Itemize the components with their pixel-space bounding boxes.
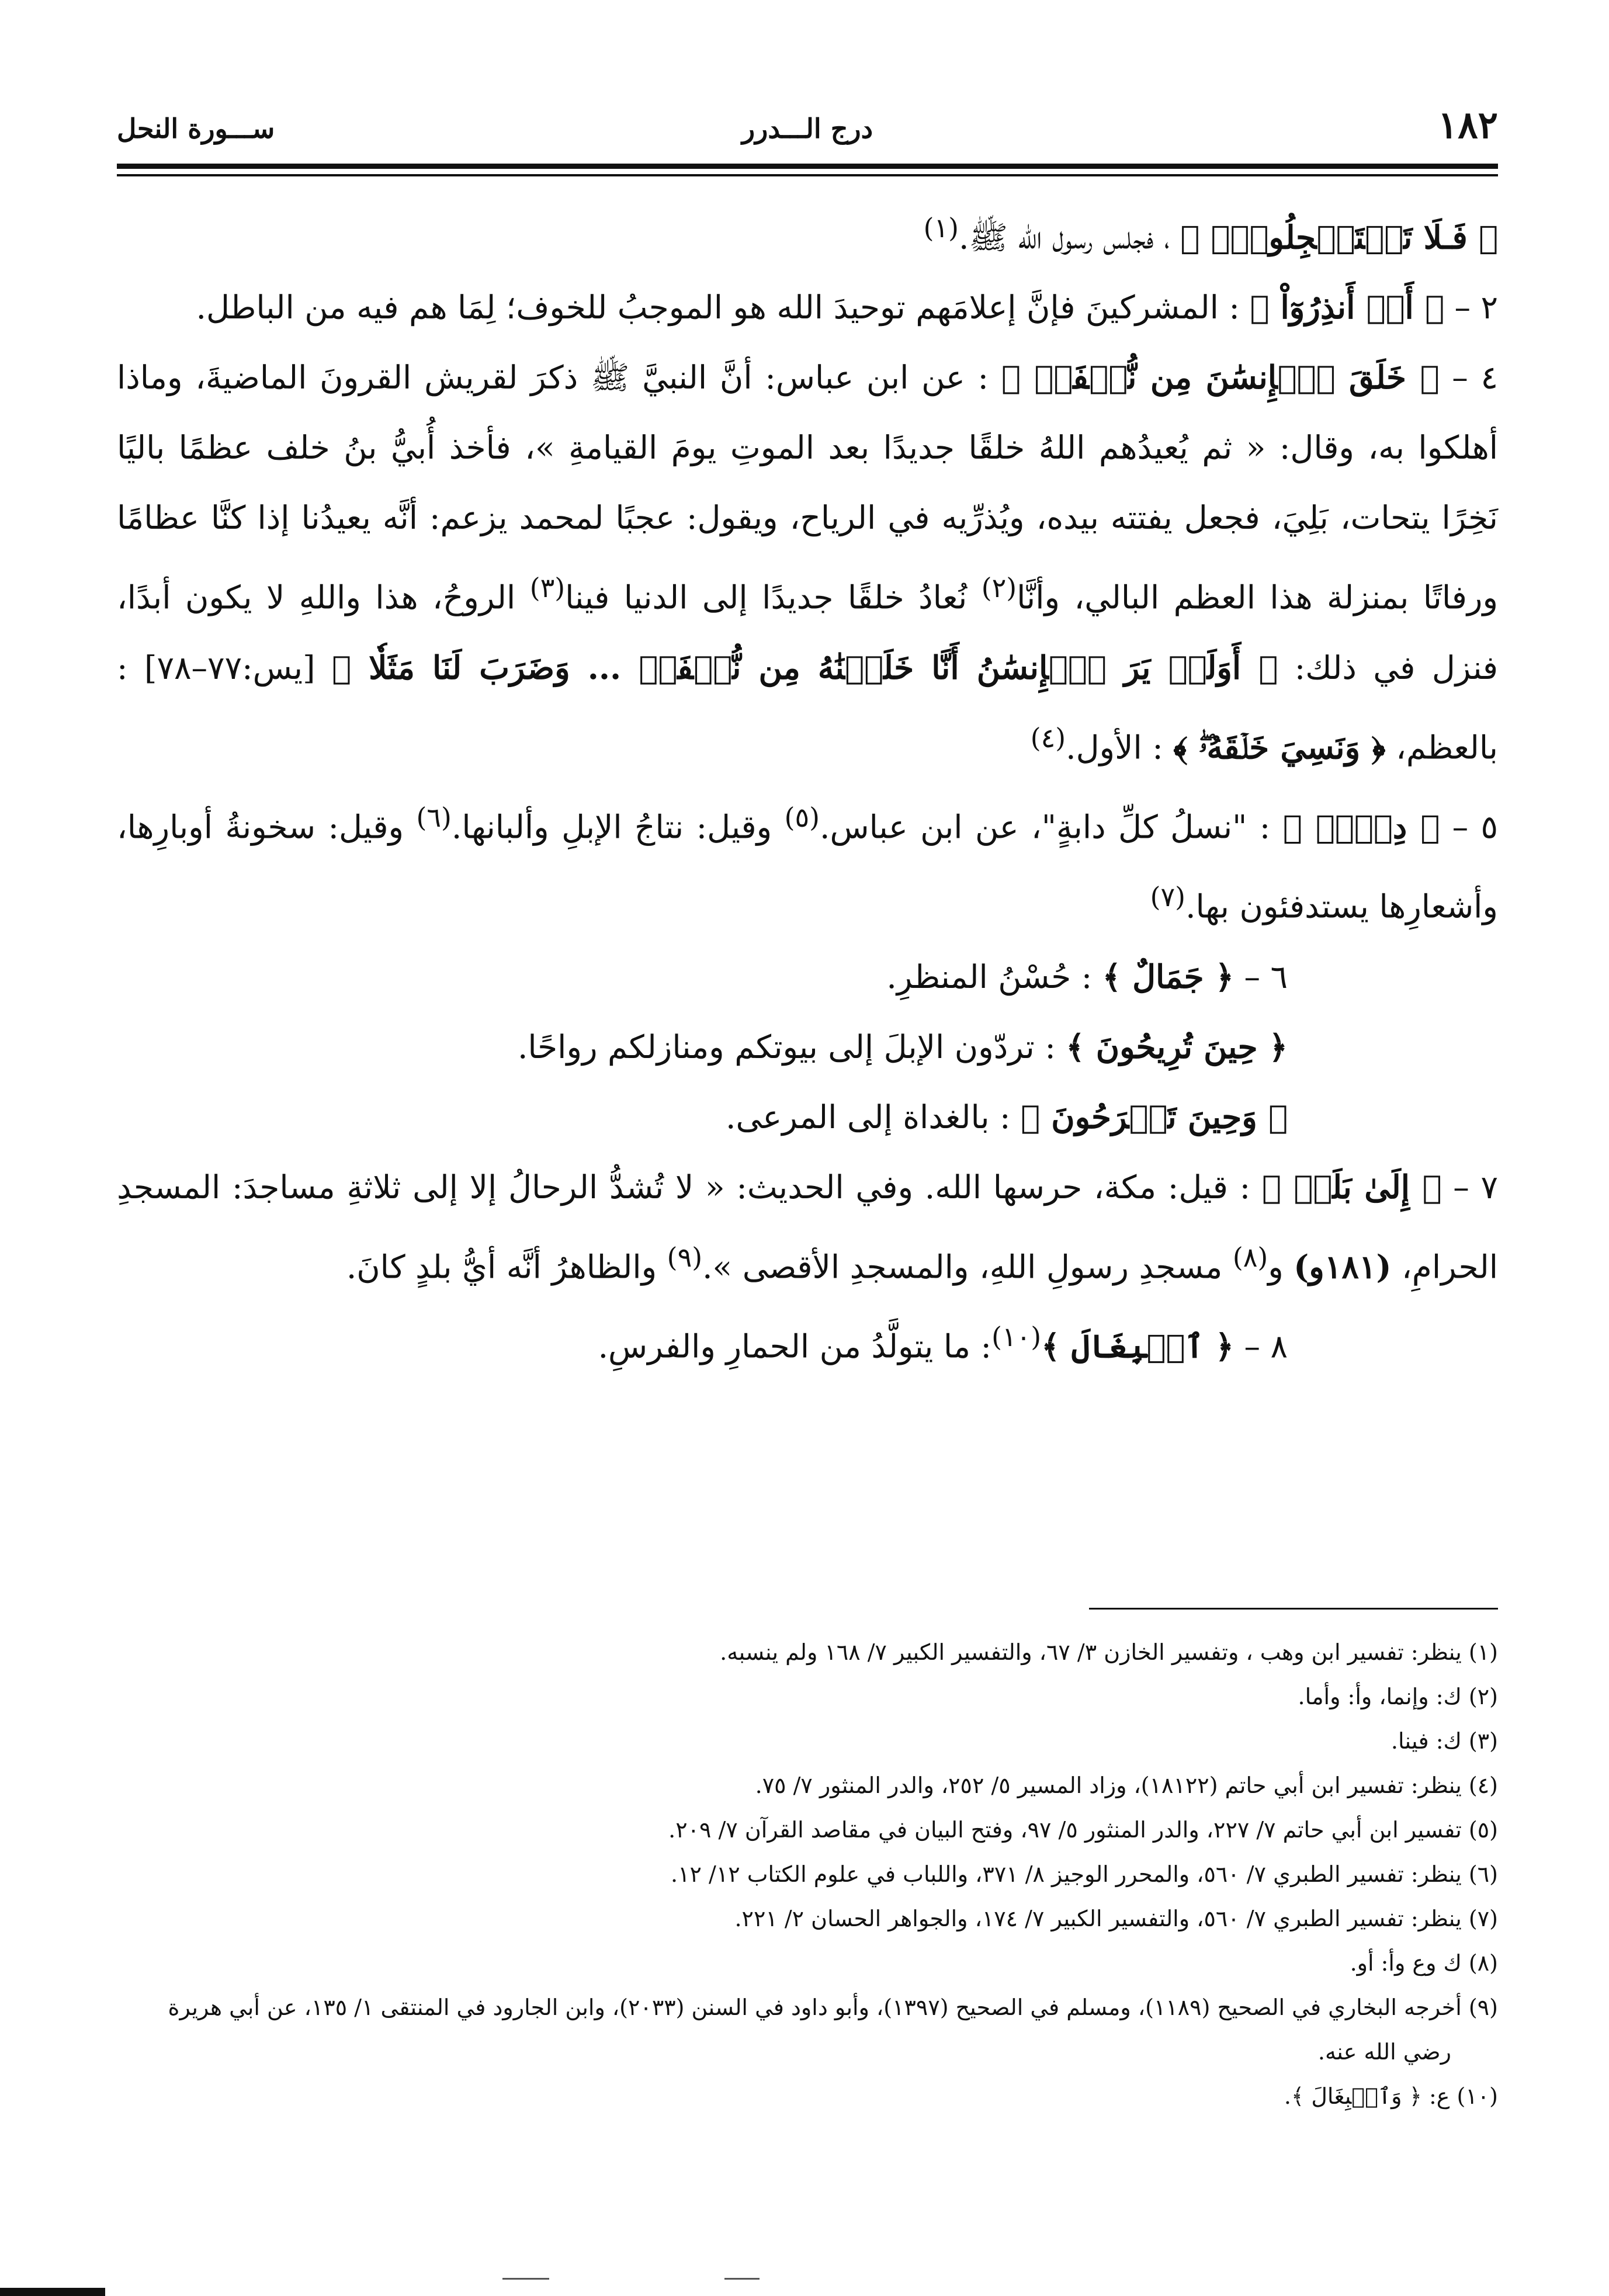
- paragraph-4: [117, 342, 1498, 782]
- footnote-ref: (٣): [529, 572, 566, 604]
- surah-reference: [يس:٧٧–٧٨]: [144, 648, 315, 686]
- commentary-text: : "نسلُ كلِّ دابةٍ"، عن ابن عباس.: [819, 808, 1271, 846]
- commentary-text: : ما يتولَّدُ من الحمارِ والفرسِ.: [598, 1327, 992, 1365]
- scan-dash-mark: [724, 2278, 760, 2280]
- paragraph-6c: [117, 1082, 1498, 1152]
- paragraph-5: [117, 782, 1498, 942]
- running-header: [117, 99, 1498, 164]
- footnote-ref: (٧): [1150, 881, 1186, 913]
- quran-verse: ﴿ حِينَ تُرِيحُونَ ﴾: [1066, 1027, 1288, 1066]
- commentary-text: والظاهرُ أنَّه أيُّ بلدٍ كانَ.: [346, 1247, 657, 1285]
- footnote-4: (٤) ينظر: تفسير ابن أبي حاتم (١٨١٢٢)، وزاد المسير ٥/ ٢٥٢، والدر المنثور ٧/ ٧٥.: [755, 1773, 1498, 1798]
- footnote-3: (٣) ك: فينا.: [1390, 1728, 1498, 1754]
- quran-verse: ﴿ خَلَقَ ٱلۡإِنسَٰنَ مِن نُّطۡفَةٖ ﴾: [1001, 358, 1440, 397]
- commentary-text: : المشركينَ فإنَّ إعلامَهم توحيدَ الله هو الموجبُ للخوف؛ لِمَا هم فيه من الباطل.: [196, 289, 1240, 327]
- footnote-5: (٥) تفسير ابن أبي حاتم ٧/ ٢٢٧، والدر المنثور ٥/ ٩٧، وفتح البيان في مقاصد القرآن ٧/ ٢٠٩.: [668, 1817, 1498, 1843]
- paragraph-7: [117, 1152, 1498, 1302]
- verse-number: ٤ –: [1452, 359, 1499, 397]
- manuscript-folio: (١٨١و): [1294, 1247, 1392, 1285]
- scan-edge-mark: [0, 2288, 105, 2296]
- footnote-ref: (٤): [1030, 722, 1066, 754]
- commentary-text: الروحُ، هذا واللهِ لا يكون أبدًا، فنزل في ذلك:: [117, 578, 1499, 686]
- footnote-9: (٩) أخرجه البخاري في الصحيح (١١٨٩)، ومسلم في الصحيح (١٣٩٧)، وأبو داود في السنن (٢٠٣٣)، وابن الجارود في المنتقى ١/ ١٣٥، عن أبي هريرة رضي الله عنه.: [168, 1995, 1498, 2065]
- scan-dash-mark: [502, 2278, 549, 2280]
- quran-verse: ﴿ أَوَلَمۡ يَرَ ٱلۡإِنسَٰنُ أَنَّا خَلَقۡنَٰهُ مِن نُّطۡفَةٖ ... وَضَرَبَ لَنَا مَثَلٗا ﴾: [331, 648, 1278, 686]
- footnote-ref: (٦): [416, 801, 452, 833]
- quran-verse: ﴿ وَحِينَ تَسۡرَحُونَ ﴾: [1021, 1097, 1288, 1136]
- verse-number: ٦ –: [1244, 958, 1288, 996]
- commentary-text: نُعادُ خلقًا جديدًا إلى الدنيا فينا: [565, 578, 968, 616]
- footnote-ref: (٢): [981, 572, 1017, 604]
- commentary-text: : عن ابن عباس: أنَّ النبيَّ ﷺ ذكرَ لقريش القرونَ الماضيةَ، وماذا أهلكوا به، وقال: « ثم يُعيدُهم اللهُ خلقًا جديدًا بعد الموتِ يومَ القيامةِ »، فأخذ أُبيُّ بنُ خلف عظمًا باليًا نَخِرًا يتحات، بَلِيَ، فجعل يفتته بيده، ويُذرِّيه في الرياح، ويقول: عجبًا لمحمد يزعم: أنَّه يعيدُنا إذا كنَّا عظامًا ورفاتًا بمنزلة هذا العظم البالي، وأنَّا: [117, 359, 1499, 616]
- paragraph-6b: [117, 1012, 1498, 1082]
- footnote-6: (٦) ينظر: تفسير الطبري ٧/ ٥٦٠، والمحرر الوجيز ٨/ ٣٧١، واللباب في علوم الكتاب ١٢/ ١٢.: [671, 1861, 1498, 1887]
- footnote-ref: (١): [923, 212, 959, 244]
- quran-verse: ﴿ دِفۡءٞ ﴾: [1282, 807, 1440, 846]
- verse-number: ٥ –: [1452, 808, 1499, 846]
- footnote-7: (٧) ينظر: تفسير الطبري ٧/ ٥٦٠، والتفسير الكبير ٧/ ١٧٤، والجواهر الحسان ٢/ ٢٢١.: [734, 1906, 1498, 1931]
- main-text: [117, 193, 1498, 1381]
- book-title: درج الـــدرر: [741, 113, 873, 144]
- commentary-text: : قيل: مكة، حرسها الله. وفي الحديث: « لا تُشدُّ الرحالُ إلا إلى ثلاثةِ مساجدَ: المسجدِ الحرامِ،: [117, 1168, 1498, 1285]
- quran-verse: ﴿ فَـلَا تَسۡتَعۡجِلُوهُۚ ﴾: [1180, 218, 1498, 256]
- footnote-8: (٨) ك وع وأ: أو.: [1350, 1950, 1498, 1976]
- commentary-text: : بالعظم،: [117, 648, 1498, 766]
- quran-verse: ﴿ وَنَسِيَ خَلۡقَهُۥۖ ﴾: [1173, 727, 1386, 766]
- commentary-text: و: [1268, 1247, 1284, 1285]
- quran-verse: ﴿ جَمَالٌ ﴾: [1102, 957, 1234, 996]
- footnote-ref: (٨): [1232, 1241, 1268, 1273]
- footnote-separator: [1089, 1608, 1498, 1610]
- paragraph-6: [117, 942, 1498, 1012]
- verse-number: ٧ –: [1453, 1168, 1499, 1206]
- header-rule-thick: [117, 164, 1498, 169]
- paragraph-1: [117, 193, 1498, 272]
- quran-verse: ﴿ ٱلۡبِغَالَ ﴾: [1041, 1327, 1234, 1365]
- commentary-text: ، فجلس رسول الله ﷺ.: [958, 218, 1170, 256]
- surah-title: ســـورة النحل: [117, 113, 275, 144]
- quran-verse: ﴿ أَنۡ أَنذِرُوٓاْ ﴾: [1250, 288, 1444, 327]
- footnote-10: (١٠) ع: ﴿ وَٱلۡبِغَالَ ﴾.: [1284, 2083, 1498, 2109]
- verse-number: ٨ –: [1244, 1327, 1288, 1365]
- commentary-text: : حُسْنُ المنظرِ.: [886, 958, 1093, 996]
- header-rule-thin: [117, 174, 1498, 176]
- footnote-ref: (٥): [784, 801, 820, 833]
- commentary-text: وقيل: سخونةُ أوبارِها، وأشعارِها يستدفئون بها.: [117, 808, 1498, 925]
- page-number: ١٨٢: [1437, 103, 1498, 147]
- commentary-text: : تردّون الإبلَ إلى بيوتكم ومنازلكم رواحًا.: [517, 1028, 1056, 1066]
- commentary-text: : بالغداة إلى المرعى.: [726, 1098, 1011, 1136]
- footnote-1: (١) ينظر: تفسير ابن وهب ، وتفسير الخازن ٣/ ٦٧، والتفسير الكبير ٧/ ١٦٨ ولم ينسبه.: [720, 1639, 1498, 1665]
- footnotes: [117, 1630, 1498, 2118]
- footnote-2: (٢) ك: وإنما، وأ: وأما.: [1298, 1684, 1498, 1709]
- paragraph-8: [117, 1302, 1498, 1381]
- quran-verse: ﴿ إِلَىٰ بَلَدٖ ﴾: [1261, 1167, 1442, 1206]
- footnote-ref: (١٠): [991, 1320, 1042, 1352]
- paragraph-2: [117, 272, 1498, 342]
- commentary-text: مسجدِ رسولِ اللهِ، والمسجدِ الأقصى ».: [702, 1247, 1223, 1285]
- commentary-text: وقيل: نتاجُ الإبلِ وألبانها.: [451, 808, 772, 846]
- verse-number: ٢ –: [1454, 289, 1498, 327]
- footnote-ref: (٩): [667, 1241, 703, 1273]
- commentary-text: : الأول.: [1066, 728, 1163, 766]
